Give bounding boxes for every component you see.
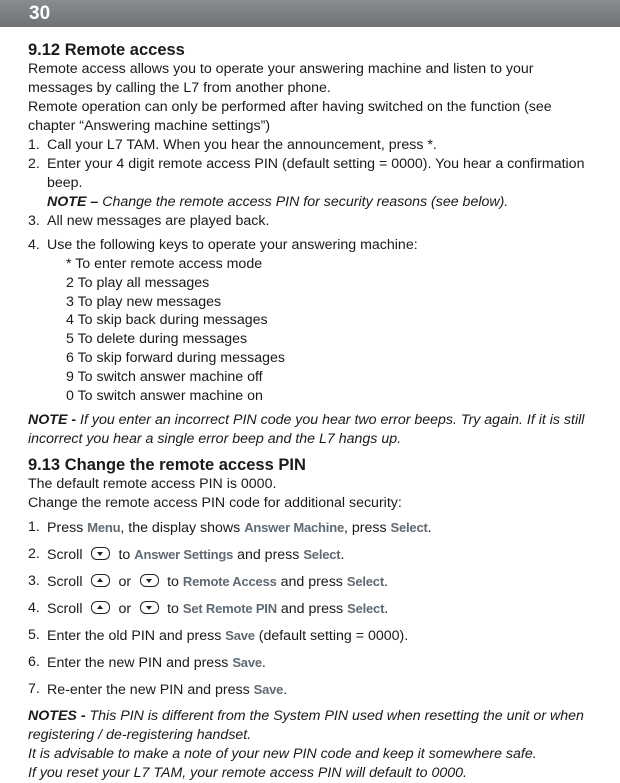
step-number: 4. [28, 237, 40, 253]
steps-list [28, 513, 588, 700]
step-text: Scroll or to Set Remote PIN and press Select. [47, 601, 389, 618]
menu-keyword: Remote Access [182, 574, 277, 590]
menu-keyword: Menu [87, 520, 121, 536]
section-title-change-pin: 9.13 Change the remote access PIN [28, 456, 306, 475]
step-text: Enter the new PIN and press Save. [47, 655, 266, 672]
list-item [28, 518, 588, 538]
key-item: 6 To skip forward during messages [66, 349, 285, 366]
key-item: 4 To skip back during messages [66, 312, 268, 329]
list-item [28, 155, 588, 212]
key-item: * To enter remote access mode [66, 256, 263, 272]
list-item [28, 599, 588, 619]
step-text [47, 155, 588, 212]
save-keyword: Save [225, 628, 255, 644]
section-title-remote-access: 9.12 Remote access [28, 41, 185, 59]
select-keyword: Select [347, 601, 385, 617]
step-number: 6. [28, 654, 40, 671]
note-text: Change the remote access PIN for security reasons (see below). [98, 194, 509, 210]
page-number: 30 [29, 3, 51, 24]
note-paragraph [28, 411, 588, 449]
menu-keyword: Answer Settings [134, 547, 234, 563]
select-keyword: Select [346, 574, 384, 590]
step-number: 5. [28, 627, 40, 644]
note-text: If you enter an incorrect PIN code you hear two error beeps. Try again. If it is still incorrect you hear a single error beep and the L7 hangs up. [28, 412, 585, 448]
page-header-bar [0, 0, 620, 27]
keys-list [66, 255, 588, 405]
paragraph: The default remote access PIN is 0000. [28, 476, 277, 493]
list-item [28, 212, 588, 231]
notes-paragraph [28, 707, 588, 745]
step-text: Scroll to Answer Settings and press Select. [47, 547, 345, 564]
note-label: NOTE - [28, 412, 77, 429]
step-text: Use the following keys to operate your answering machine: [47, 237, 418, 253]
step-number: 2. [28, 546, 40, 563]
list-item [28, 626, 588, 646]
step-number: 7. [28, 681, 40, 698]
select-keyword: Select [390, 520, 428, 536]
step-number: 2. [28, 156, 40, 172]
scroll-down-icon [140, 574, 159, 587]
save-keyword: Save [253, 682, 284, 698]
key-item: 0 To switch answer machine on [66, 387, 263, 404]
key-item: 2 To play all messages [66, 274, 210, 291]
step-number: 4. [28, 600, 40, 617]
display-keyword: Answer Machine [244, 520, 344, 536]
save-keyword: Save [232, 655, 262, 671]
scroll-up-icon [91, 601, 110, 614]
notes-text: This PIN is different from the System PIN used when resetting the unit or when registering / de-registering handset. [28, 708, 584, 744]
step-text-body: Enter your 4 digit remote access PIN (default setting = 0000). You hear a confirmation beep. [47, 156, 585, 191]
list-item [28, 545, 588, 565]
key-item: 9 To switch answer machine off [66, 368, 263, 385]
step-text: Call your L7 TAM. When you hear the announcement, press *. [47, 137, 437, 153]
step-number: 3. [28, 573, 40, 590]
step-text: Re-enter the new PIN and press Save. [47, 682, 288, 699]
step-number: 1. [28, 137, 40, 153]
paragraph: Remote operation can only be performed after having switched on the function (see chapter “Answering machine settings”) [28, 99, 552, 134]
key-item: 3 To play new messages [66, 293, 222, 310]
list-item [28, 680, 588, 700]
notes-paragraph: If you reset your L7 TAM, your remote access PIN will default to 0000. [28, 765, 467, 782]
list-item [28, 653, 588, 673]
scroll-up-icon [91, 574, 110, 587]
list-item [28, 236, 588, 255]
notes-paragraph: It is advisable to make a note of your new PIN code and keep it somewhere safe. [28, 746, 537, 763]
list-item [28, 572, 588, 592]
notes-label: NOTES - [28, 708, 86, 725]
steps-list [28, 136, 588, 255]
step-text: Enter the old PIN and press Save (default setting = 0000). [47, 628, 409, 645]
step-text: Press Menu, the display shows Answer Machine, press Select. [47, 520, 432, 537]
scroll-down-icon [140, 601, 159, 614]
step-text: Scroll or to Remote Access and press Select. [47, 574, 388, 591]
note-label: NOTE – [47, 194, 99, 210]
list-item [28, 136, 588, 155]
key-item: 5 To delete during messages [66, 331, 248, 348]
menu-keyword: Set Remote PIN [182, 601, 277, 617]
page-content [28, 40, 588, 783]
paragraph: Remote access allows you to operate your answering machine and listen to your messages by calling the L7 from another phone. [28, 61, 534, 96]
paragraph: Change the remote access PIN code for additional security: [28, 495, 402, 512]
step-number: 3. [28, 213, 40, 229]
step-number: 1. [28, 519, 40, 536]
select-keyword: Select [303, 547, 341, 563]
scroll-down-icon [91, 547, 110, 560]
step-text: All new messages are played back. [47, 213, 270, 229]
